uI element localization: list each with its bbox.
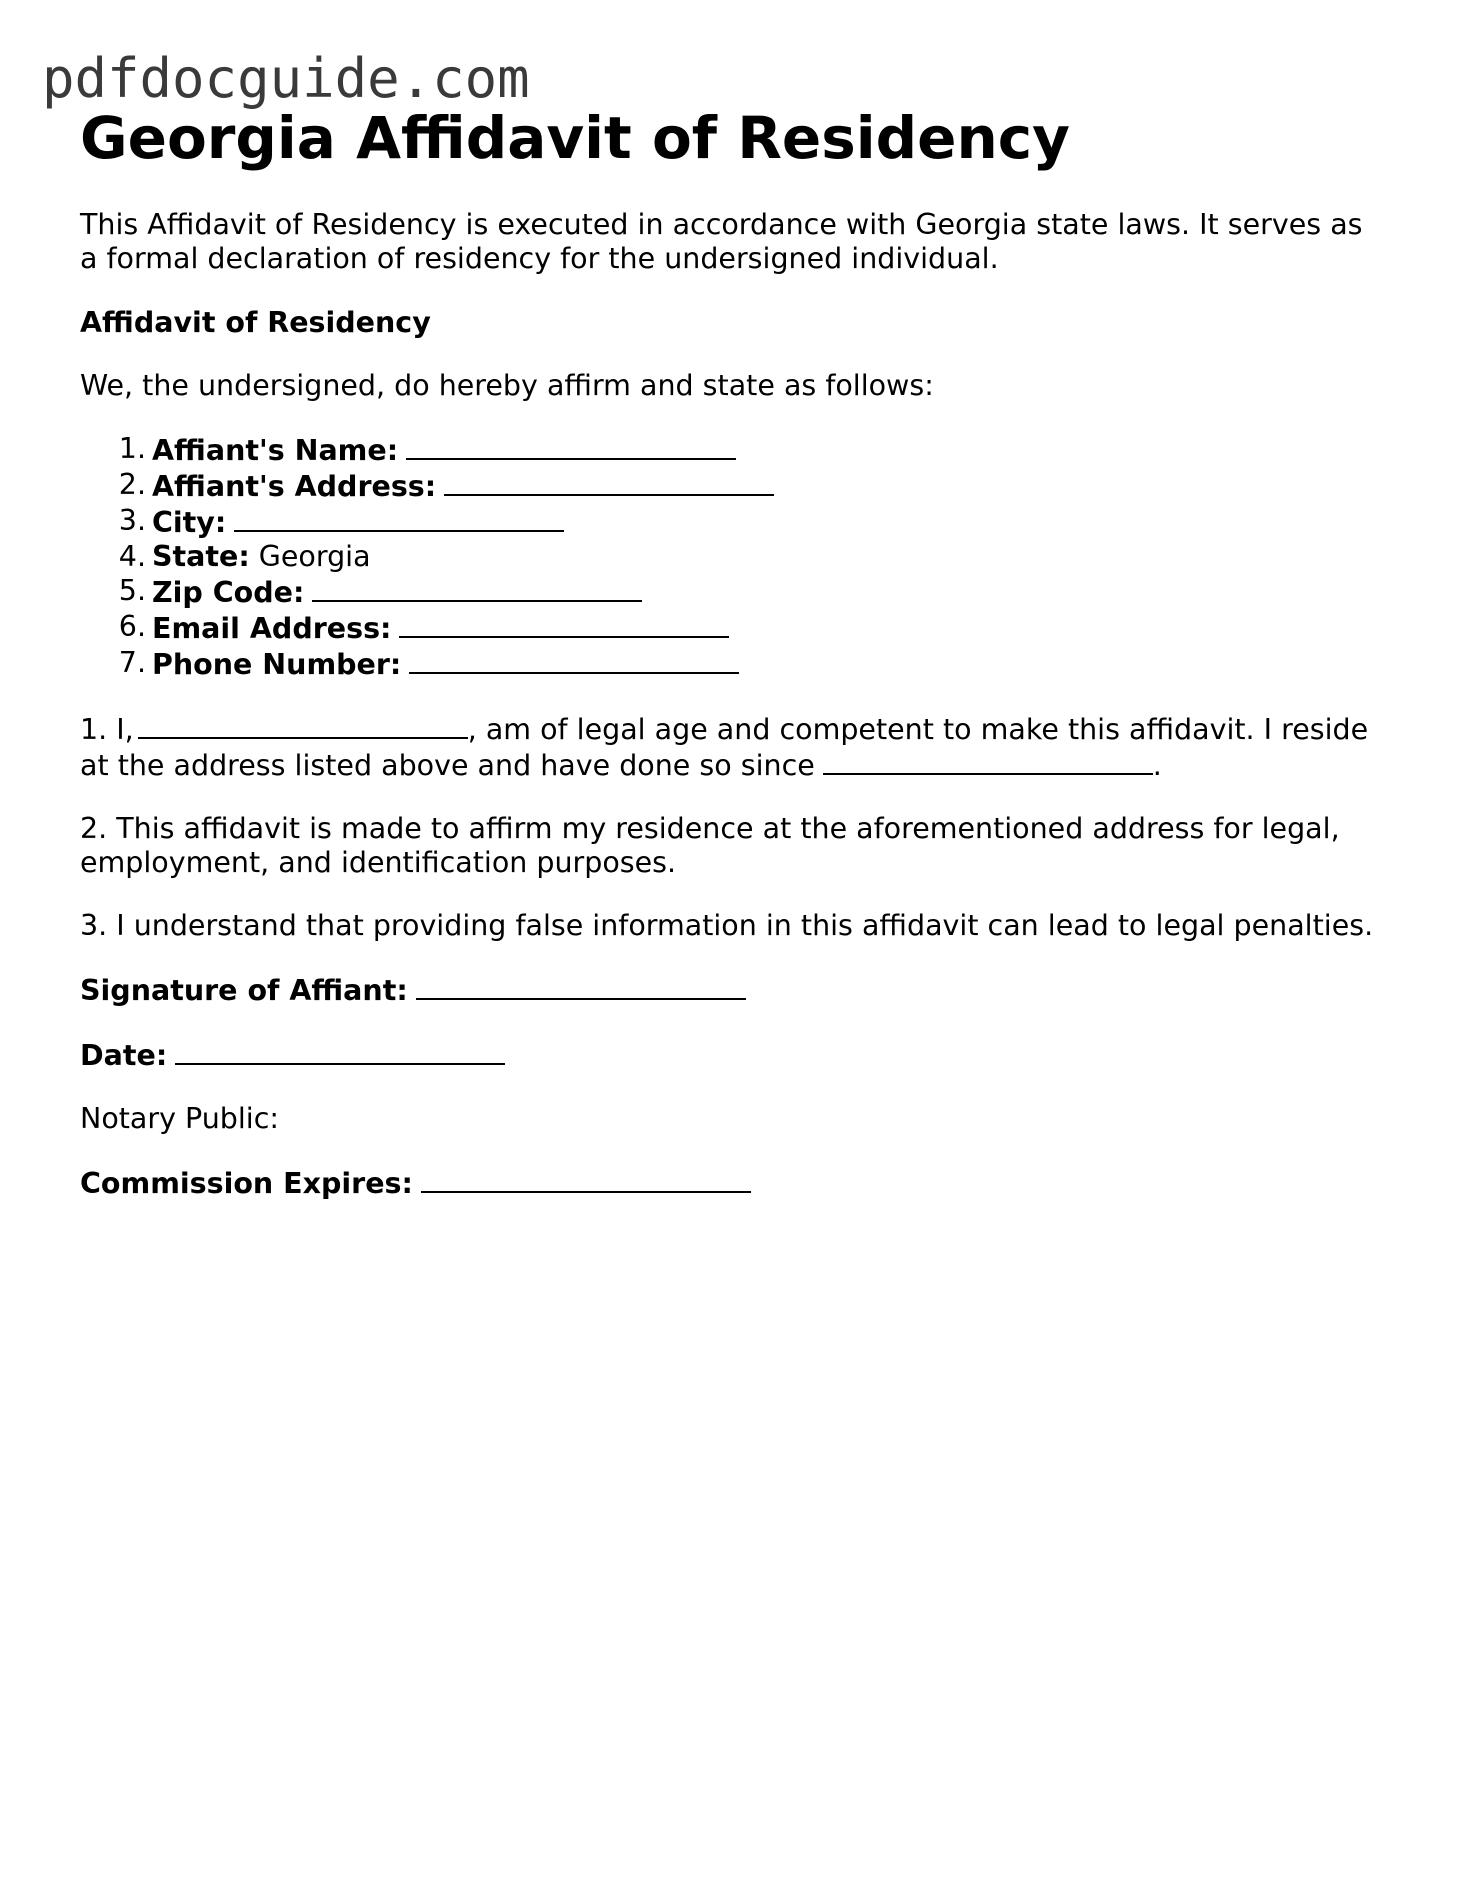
field-city [152, 504, 1390, 540]
statement-1 [80, 711, 1390, 783]
statement-1-residence: at the address listed above and have done so since [80, 749, 815, 782]
signature-label: Signature of Affiant: [80, 974, 408, 1007]
affidavit-document [80, 100, 1390, 1201]
field-label: Email Address: [152, 612, 392, 645]
field-label: Affiant's Name: [152, 434, 399, 467]
page-title: Georgia Affidavit of Residency [80, 104, 1070, 172]
statement-1-intro: 1. I, [80, 713, 134, 746]
field-label: Phone Number: [152, 648, 402, 681]
city-blank[interactable] [234, 504, 564, 532]
residence-since-blank[interactable] [823, 747, 1153, 775]
signature-blank[interactable] [416, 972, 746, 1000]
lead-statement: We, the undersigned, do hereby affirm and state as follows: [80, 369, 934, 402]
field-label: Affiant's Address: [152, 470, 437, 503]
date-line [80, 1037, 1390, 1073]
date-label: Date: [80, 1039, 168, 1072]
affiant-fields-list [80, 432, 1390, 682]
phone-number-blank[interactable] [409, 646, 739, 674]
field-phone-number [152, 646, 1390, 682]
commission-expires-blank[interactable] [421, 1165, 751, 1193]
commission-label: Commission Expires: [80, 1167, 413, 1200]
affiant-name-blank[interactable] [406, 432, 736, 460]
zip-code-blank[interactable] [312, 574, 642, 602]
statement-2-line-2: employment, and identification purposes. [80, 846, 677, 879]
statement-1-middle: , am of legal age and competent to make this affidavit. I reside [467, 713, 1369, 746]
intro-paragraph [80, 208, 1390, 276]
signature-line [80, 972, 1390, 1008]
field-state [152, 540, 1390, 574]
field-email-address [152, 610, 1390, 646]
state-value: Georgia [258, 540, 371, 573]
statement-3: 3. I understand that providing false information in this affidavit can lead to legal penalties. [80, 909, 1374, 942]
email-address-blank[interactable] [399, 610, 729, 638]
notary-public-label: Notary Public: [80, 1102, 279, 1135]
affiant-address-blank[interactable] [444, 468, 774, 496]
site-watermark: pdfdocguide.com [42, 47, 530, 110]
field-label: City: [152, 506, 227, 539]
commission-line [80, 1165, 1390, 1201]
statement-2-line-1: 2. This affidavit is made to affirm my residence at the aforementioned address for legal, [80, 812, 1340, 845]
intro-line-1: This Affidavit of Residency is executed in accordance with Georgia state laws. It serves as [80, 208, 1363, 241]
field-affiant-name [152, 432, 1390, 468]
field-affiant-address [152, 468, 1390, 504]
date-blank[interactable] [175, 1037, 505, 1065]
field-label: Zip Code: [152, 576, 305, 609]
field-zip-code [152, 574, 1390, 610]
section-heading: Affidavit of Residency [80, 306, 431, 339]
intro-line-2: a formal declaration of residency for the undersigned individual. [80, 242, 999, 275]
affiant-self-name-blank[interactable] [138, 711, 468, 739]
statement-2 [80, 812, 1390, 880]
field-label: State: [152, 540, 250, 573]
statement-1-end: . [1152, 749, 1162, 782]
